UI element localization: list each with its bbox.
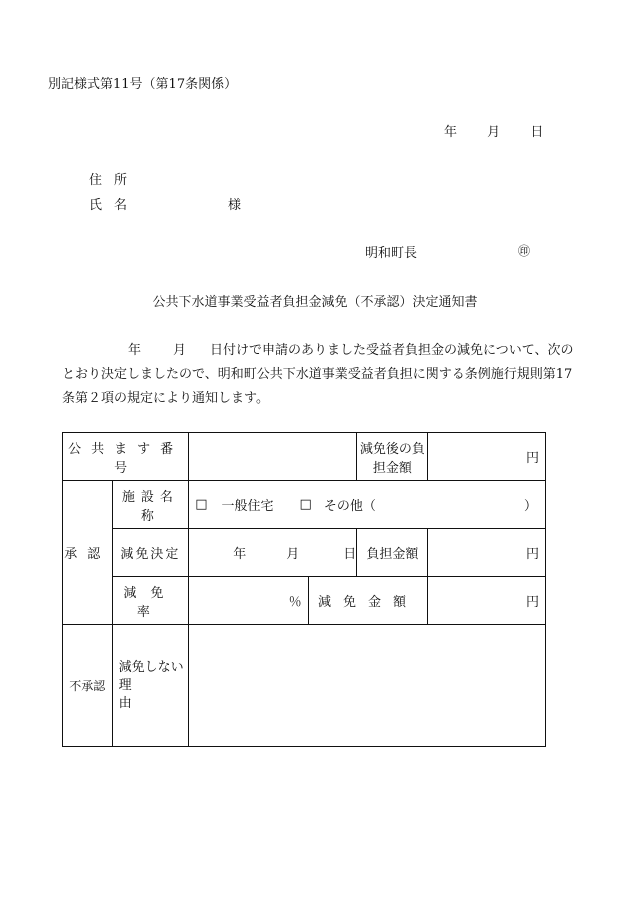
issue-date (444, 121, 543, 140)
option-general-house: 一般住宅 (221, 499, 274, 514)
honorific: 様 (228, 198, 242, 213)
public-ms-number-value (189, 433, 357, 481)
burden-amount-yen: 円 (428, 529, 546, 577)
option-other-close: ） (523, 499, 537, 514)
post-reduction-amount-label: 減免後の負担金額 (357, 433, 428, 481)
checkbox-other[interactable]: □ (299, 497, 312, 512)
reduction-rate-label: 減免率 (112, 577, 189, 625)
no-reduction-reason-value (189, 625, 546, 747)
decision-year: 年 (233, 547, 247, 562)
address-label: 住所 (89, 173, 140, 188)
decision-month: 月 (286, 547, 300, 562)
reduction-decision-label: 減免決定 (112, 529, 189, 577)
document-title: 公共下水道事業受益者負担金減免（不承認）決定通知書 (152, 295, 478, 310)
checkbox-general-house[interactable]: □ (195, 497, 208, 512)
reduction-amount-label: 減免金額 (308, 577, 428, 625)
body-line-1 (62, 339, 574, 363)
body-month: 月 (173, 343, 187, 358)
reduction-amount-yen: 円 (428, 577, 546, 625)
reduction-decision-date (189, 529, 357, 577)
no-reduction-reason-label-line1: 減免しない (118, 659, 184, 675)
public-ms-number-label: 公共ます番号 (63, 433, 189, 481)
body-line-2: とおり決定しましたので、明和町公共下水道事業受益者負担に関する条例施行規則第17 (62, 367, 573, 382)
facility-name-label: 施設名称 (112, 481, 189, 529)
no-reduction-reason-label (112, 625, 189, 747)
reduction-rate-percent: ％ (189, 577, 308, 625)
post-reduction-amount-yen: 円 (428, 433, 546, 481)
seal-mark: ㊞ (518, 244, 531, 258)
date-month: 月 (487, 125, 501, 140)
decision-day: 日 (343, 547, 357, 562)
option-other: その他（ (323, 499, 376, 514)
form-number: 別記様式第11号（第17条関係） (48, 77, 238, 92)
date-year: 年 (444, 125, 458, 140)
notice-body (62, 339, 574, 411)
name-label: 氏名 (89, 198, 140, 213)
date-day: 日 (530, 125, 544, 140)
no-reduction-reason-label-line2: 理由 (118, 677, 160, 711)
issuer-title: 明和町長 (365, 246, 418, 261)
burden-amount-label: 負担金額 (357, 529, 428, 577)
body-line-1-rest: 日付けで申請のありました受益者負担金の減免について、次の (210, 343, 574, 358)
notice-table (62, 432, 546, 747)
disapproval-label: 不承認 (63, 625, 113, 747)
approval-label: 承認 (63, 481, 113, 625)
body-line-3: 条第２項の規定により通知します。 (62, 391, 269, 406)
facility-name-options (189, 481, 546, 529)
body-year: 年 (128, 343, 142, 358)
